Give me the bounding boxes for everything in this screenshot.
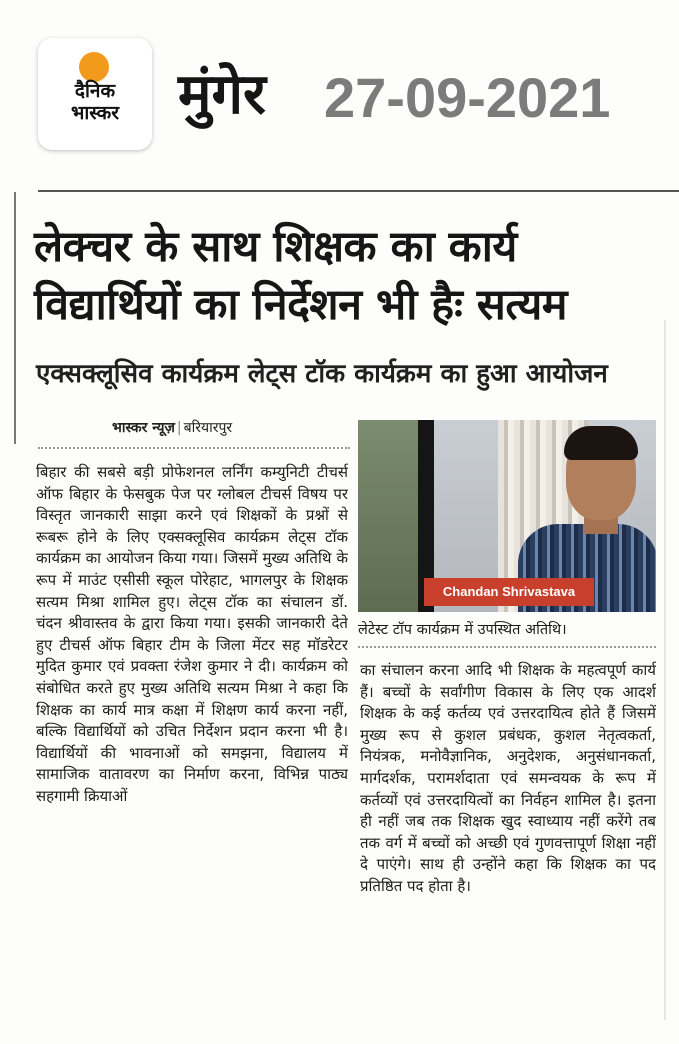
sun-icon — [79, 52, 109, 82]
byline-place: बरियारपुर — [183, 420, 233, 436]
article-column-1: बिहार की सबसे बड़ी प्रोफेशनल लर्निंग कम्युनिटी टीचर्स ऑफ बिहार के फेसबुक पेज पर ग्लोबल टीचर्स विषय पर विस्तृत जानकारी साझा करने एवं शिक्षकों के प्रश्नों से रूबरू होने के लिए एक्सक्लूसिव कार्यक्रम लेट्स टॉक कार्यक्रम का आयोजन किया गया। जिसमें मुख्य अतिथि के रूप में माउंट एसीसी स्कूल पोरेहाट, भागलपुर के शिक्षक सत्यम मिश्रा शामिल हुए। लेट्स टॉक का संचालन डॉ. चंदन श्रीवास्तव के द्वारा किया गया। इसकी जानकारी देते हुए टीचर्स ऑफ बिहार टीम के जिला मेंटर सह मॉडरेटर मुदित कुमार एवं प्रवक्ता रंजेश कुमार ने दी। कार्यक्रम को संबोधित करते हुए मुख्य अतिथि सत्यम मिश्रा ने कहा कि शिक्षक का कार्य मात्र कक्षा में शिक्षण कार्य करना नहीं, बल्कि विद्यार्थियों को उचित निर्देशन प्रदान करना भी है। विद्यार्थियों की भावनाओं को समझना, विद्यालय में सामाजिक वातावरण का निर्माण करना, विभिन्न पाठ्य सहगामी क्रियाओं — [36, 463, 348, 805]
article-column-2: का संचालन करना आदि भी शिक्षक के महत्वपूर्ण कार्य हैं। बच्चों के सर्वांगीण विकास के लिए एक आदर्श शिक्षक के कई कर्तव्य एवं उत्तरदायित्व होते हैं जिसमें मुख्य रूप से कुशल प्रबंधक, कुशल नेतृत्वकर्ता, नियंत्रक, मनोवैज्ञानिक, अनुदेशक, अनुसंधानकर्ता, मार्गदर्शक, परामर्शदाता एवं समन्वयक के रूप में कर्तव्यों एवं उत्तरदायित्वों का निर्वहन शामिल है। इतना ही नहीं जब तक शिक्षक खुद स्वाध्याय नहीं करेंगे तब तक वर्ग में बच्चों को अच्छी एवं गुणवत्तापूर्ण शिक्षा नहीं दे पाएंगे। साथ ही उन्होंने कहा कि शिक्षक का पद प्रतिष्ठित पद होता है। — [360, 661, 656, 895]
byline-source: भास्कर न्यूज़ — [112, 420, 175, 436]
dotted-divider — [38, 447, 350, 449]
logo-text-line1: दैनिक — [74, 80, 116, 102]
dainik-bhaskar-logo — [38, 38, 152, 150]
photo-caption: लेटेस्ट टॉप कार्यक्रम में उपस्थित अतिथि। — [358, 622, 567, 638]
caption-divider — [358, 646, 656, 648]
guest-photo — [358, 420, 656, 612]
subheadline: एक्सक्लूसिव कार्यक्रम लेट्स टॉक कार्यक्रम का हुआ आयोजन — [36, 359, 608, 389]
byline — [112, 418, 232, 438]
byline-separator: | — [176, 420, 182, 436]
headline-line2: विद्यार्थियों का निर्देशन भी हैः सत्यम — [34, 280, 567, 330]
headline — [34, 218, 674, 334]
photo-person-hair — [564, 426, 638, 460]
photo-background-left — [358, 420, 418, 612]
top-rule — [38, 190, 679, 192]
headline-line1: लेक्चर के साथ शिक्षक का कार्य — [34, 222, 517, 272]
edition-date: 27-09-2021 — [324, 66, 611, 129]
name-tag: Chandan Shrivastava — [424, 578, 594, 606]
left-rule — [14, 192, 16, 444]
right-rule — [664, 320, 666, 1020]
logo-text-line2: भास्कर — [70, 102, 120, 124]
edition-city: मुंगेर — [178, 62, 266, 127]
